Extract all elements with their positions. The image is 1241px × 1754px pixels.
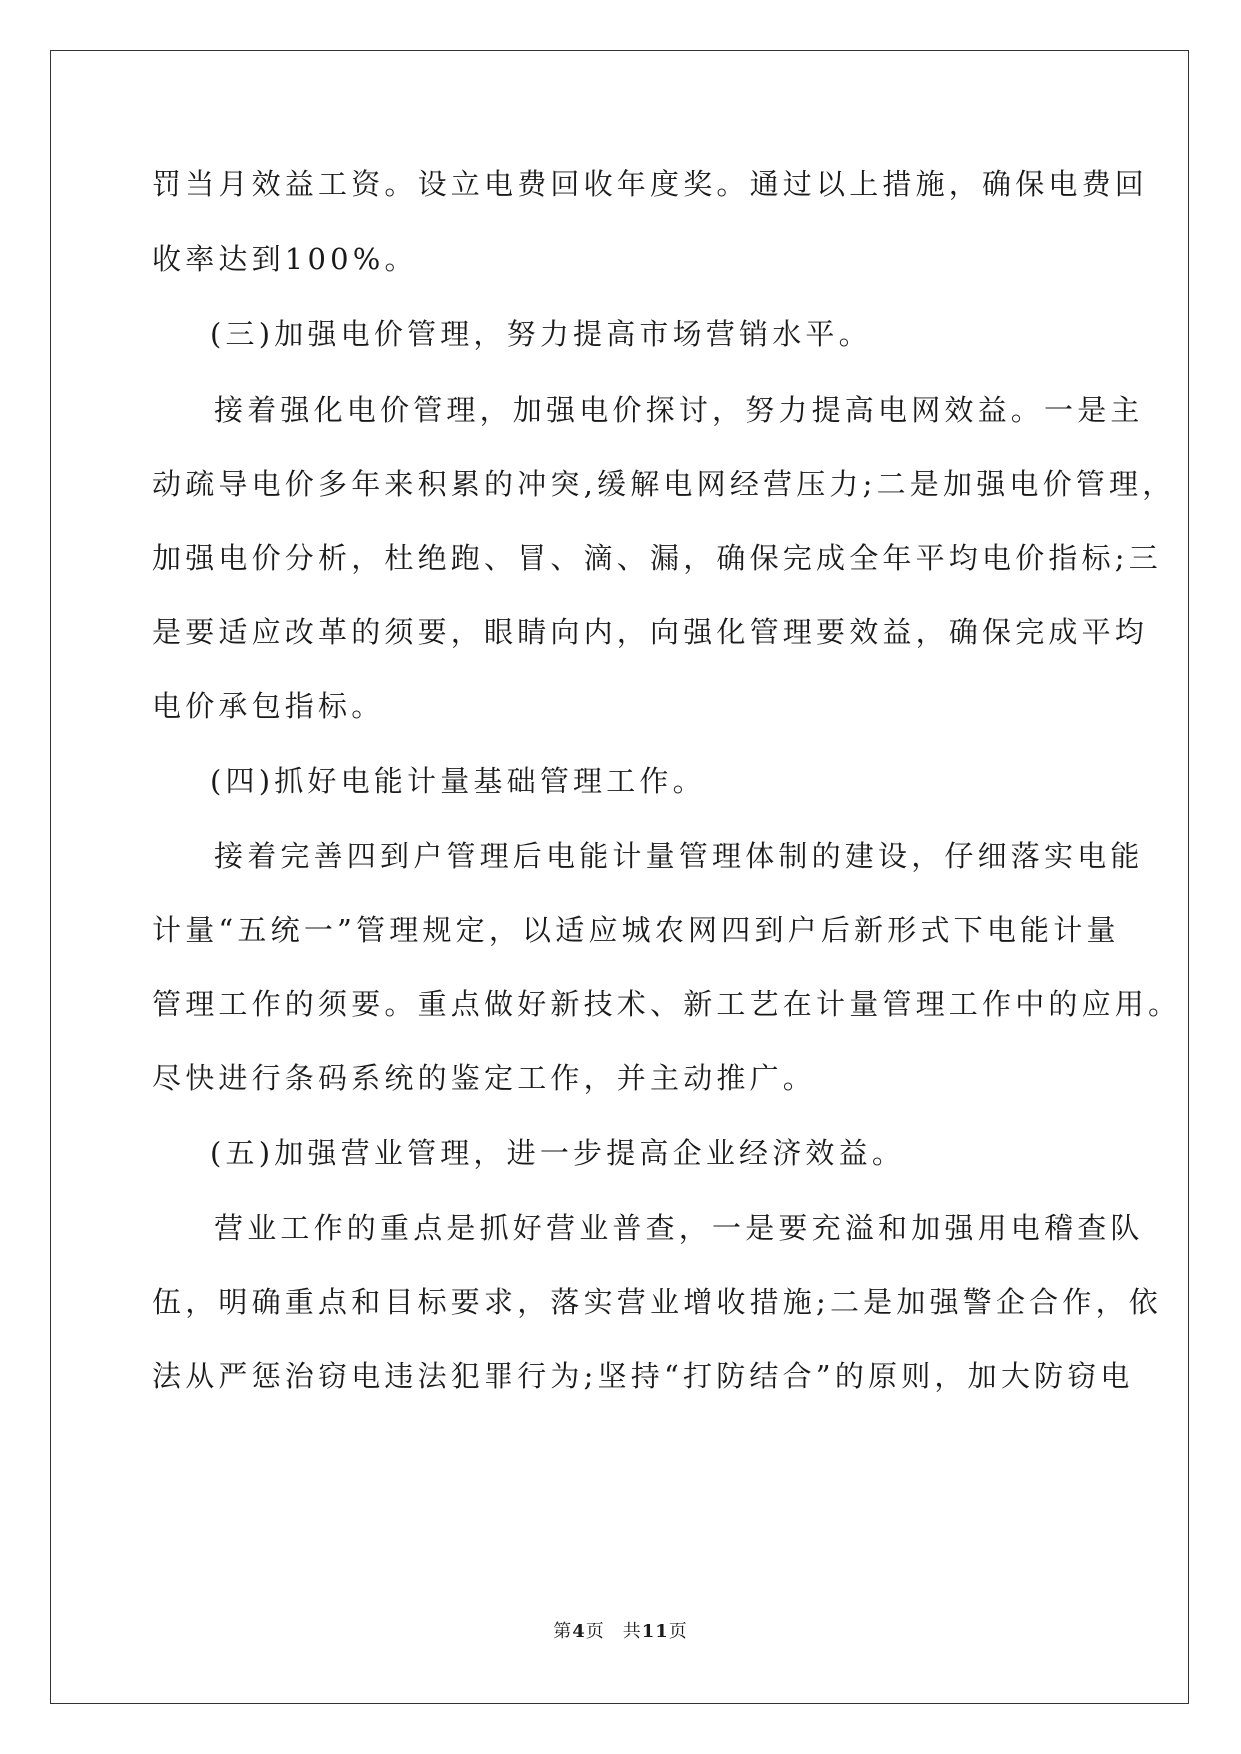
paragraph-line: 接着完善四到户管理后电能计量管理体制的建设，仔细落实电能 <box>214 839 1144 873</box>
paragraph-line: 管理工作的须要。重点做好新技术、新工艺在计量管理工作中的应用。 <box>152 987 1182 1021</box>
paragraph-line: 尽快进行条码系统的鉴定工作，并主动推广。 <box>152 1061 817 1095</box>
section-heading: (三)加强电价管理，努力提高市场营销水平。 <box>210 317 872 351</box>
footer-total-suffix: 页 <box>668 1621 688 1642</box>
footer-total-prefix: 共 <box>622 1621 642 1642</box>
total-pages-number: 11 <box>641 1621 669 1642</box>
section-heading: (四)抓好电能计量基础管理工作。 <box>210 764 706 798</box>
paragraph-line: 电价承包指标。 <box>152 689 385 723</box>
section-heading: (五)加强营业管理，进一步提高企业经济效益。 <box>210 1136 906 1170</box>
page-footer <box>0 1620 1241 1644</box>
current-page-number: 4 <box>572 1621 586 1642</box>
footer-prefix: 第 <box>553 1621 573 1642</box>
paragraph-line: 是要适应改革的须要，眼睛向内，向强化管理要效益，确保完成平均 <box>152 615 1149 649</box>
paragraph-line: 计量“五统一”管理规定，以适应城农网四到户后新形式下电能计量 <box>152 913 1120 947</box>
paragraph-line: 接着强化电价管理，加强电价探讨，努力提高电网效益。一是主 <box>214 393 1144 427</box>
footer-page-suffix: 页 <box>585 1621 605 1642</box>
paragraph-line: 营业工作的重点是抓好营业普查，一是要充溢和加强用电稽查队 <box>214 1211 1144 1245</box>
paragraph-line: 法从严惩治窃电违法犯罪行为;坚持“打防结合”的原则，加大防窃电 <box>152 1359 1134 1393</box>
paragraph-line: 动疏导电价多年来积累的冲突,缓解电网经营压力;二是加强电价管理， <box>152 467 1176 501</box>
paragraph-line: 伍，明确重点和目标要求，落实营业增收措施;二是加强警企合作，依 <box>152 1285 1162 1319</box>
paragraph-line: 罚当月效益工资。设立电费回收年度奖。通过以上措施，确保电费回 <box>152 167 1149 201</box>
paragraph-line: 加强电价分析，杜绝跑、冒、滴、漏，确保完成全年平均电价指标;三 <box>152 541 1162 575</box>
paragraph-line: 收率达到100%。 <box>152 242 418 276</box>
